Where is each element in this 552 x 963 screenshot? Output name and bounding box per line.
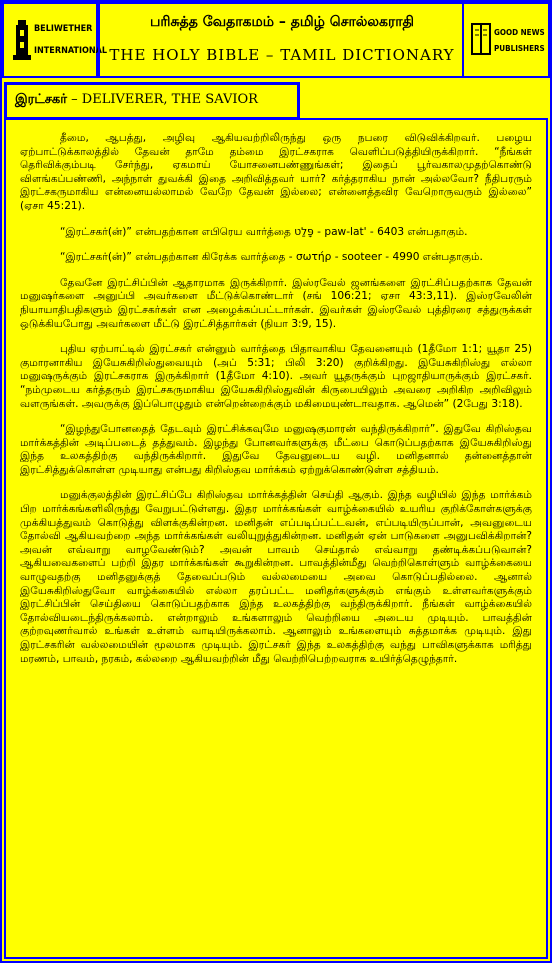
paragraph: தேவனே இரட்சிப்பின் ஆதாரமாக இருக்கிறார். இஸ்ரவேல் ஜனங்களை இரட்சிப்பதற்காக தேவன் மனுஷர்களை அனுப்பி அவர்களை மீட்டுக்கொண்டார் (சங் 106:21; ஏசா 43:3,11). இஸ்ரவேலின் நியாயாதிபதிகளும் இரட்சகர்கள் என அழைக்கப்பட்டார்கள். இவர்கள் இஸ்ரவேல் புத்திரரை சத்துருக்கள் ஒடுக்கியபோது அவர்களை மீட்டு இரட்சித்தார்கள் (நியா 3:9, 15). xyxy=(20,276,532,330)
topic-heading xyxy=(15,92,258,108)
logo-line-2: INTERNATIONAL xyxy=(34,46,108,56)
paragraph: “இரட்சகர்(ன்)” என்பதற்கான கிரேக்க வார்த்தை - σωτήρ - sooteer - 4990 என்பதாகும். xyxy=(60,251,483,264)
paragraph: “இழந்துபோனதைத் தேடவும் இரட்சிக்கவுமே மனுஷகுமாரன் வந்திருக்கிறார்”. இதுவே கிறிஸ்தவ மார்க்கத்தின் அடிப்படைத் தத்துவம். இழந்து போனவர்களுக்கு மீட்பை கொடுப்பதற்காக இயேசுகிறிஸ்து இந்த உலகத்திற்கு வந்திருக்கிறார். இதுவே தேவனுடைய வழி. மனிதனால் தன்னைத்தான் இரட்சித்துக்கொள்ள முடியாது என்பது கிறிஸ்தவ மார்க்கம் ஏற்றுக்கொண்டுள்ள சத்தியம். xyxy=(20,423,532,476)
tower-icon xyxy=(12,20,32,60)
paragraph: தீமை, ஆபத்து, அழிவு ஆகியவற்றிலிருந்து ஒரு நபரை விடுவிக்கிறவர். பழைய ஏற்பாட்டுக்காலத்தில் தேவன் தாமே தம்மை இரட்சகராக வெளிப்படுத்தியிருக்கிறார். “நீங்கள் தெரிவிக்கும்படி சேர்ந்து, ஏகமாய் யோசனைபண்ணுங்கள்; இதைப் பூர்வகாலமுதற்கொண்டு விளங்கப்பண்ணி, அந்நாள் துவக்கி இதை அறிவித்தவர் யார்? கர்த்தராகிய நான் அல்லவோ? நீதிபரரும் இரட்சகருமாகிய என்னையல்லாமல் வேறே தேவன் இல்லை; என்னைத்தவிர வேறொருவரும் இல்லை” (ஏசா 45:21). xyxy=(20,132,532,212)
title-english: THE HOLY BIBLE – TAMIL DICTIONARY xyxy=(109,46,455,64)
paragraph: “இரட்சகர்(ன்)” என்பதற்கான எபிரெய வார்த்தை פָּלַט - paw-lat' - 6403 என்பதாகும். xyxy=(60,225,468,238)
logo-line-1: GOOD NEWS xyxy=(494,28,545,37)
topic-tamil: இரட்சகர் xyxy=(15,92,68,107)
paragraph: புதிய ஏற்பாட்டில் இரட்சகர் என்னும் வார்த்தை பிதாவாகிய தேவனையும் (1தீமோ 1:1; யூதா 25) குமாரனாகிய இயேசுகிறிஸ்துவையும் (அப் 5:31; பிலி 3:20) குறிக்கிறது. இயேசுகிறிஸ்து எல்லா மனுஷருக்கும் இரட்சகராக இருக்கிறார் (1தீமோ 4:10). அவர் யூதருக்கும் புறஜாதியாருக்கும் இரட்சகர். “நம்முடைய கர்த்தரும் இரட்சகருமாகிய இயேசுகிறிஸ்துவின் கிருபையிலும் அவரை அறிகிற அறிவிலும் வளருங்கள். அவருக்கு இப்பொழுதும் என்றென்றைக்கும் மகிமையுண்டாவதாக. ஆமென்” (2பேது 3:18). xyxy=(20,343,532,410)
title-box xyxy=(98,2,466,78)
paragraph: மனுக்குலத்தின் இரட்சிப்பே கிறிஸ்தவ மார்க்கத்தின் செய்தி ஆகும். இந்த வழியில் இந்த மார்க்கம் பிற மார்க்கங்களிலிருந்து வேறுபட்டுள்ளது. இதர மார்க்கங்கள் வாழ்க்கையில் உயரிய குறிக்கோள்களுக்கு முக்கியத்துவம் கொடுத்து விளக்குகின்றன. மனிதன் எப்படிப்பட்டவன், எப்படியிருப்பான், அவனுடைய தோல்வி ஆகியவற்றை அந்த மார்க்கங்கள் வலியுறுத்துகின்றன. மனிதன் ஏன் பாடுகளை அனுபவிக்கிறான்? அவன் எவ்வாறு வாழவேண்டும்? அவன் பாவம் செய்தால் எவ்வாறு தண்டிக்கப்படுவான்? ஆகியவைகளைப் பற்றி இதர மார்க்கங்கள் கூறுகின்றன. பாவத்தின்மீது வெற்றிகொள்ளும் வாழ்க்கையை வாழுவதற்கு மனிதனுக்குத் தேவைப்படும் வல்லமையை அவை கொடுப்பதில்லை. ஆனால் இயேசுகிறிஸ்துவோ வாழ்க்கையில் எல்லா தரப்பட்ட மனிதர்களுக்கும் எங்கும் உள்ளவர்களுக்கும் இரட்சிப்பின் செய்தியை கொடுப்பதற்காக இந்த உலகத்திற்கு வந்திருக்கிறார். நீங்கள் வாழ்க்கையில் தோல்வியடைந்திருக்கலாம். என்றாலும் உங்களாலும் வெற்றியை அடைய முடியும். பாவத்தின் குற்றவுணர்வால் உங்கள் உள்ளம் வாடியிருக்கலாம். ஆனாலும் உங்களையும் சுத்தமாக்க முடியும். இது இரட்சகரின் வல்லமையின் மூலமாக முடியும். இரட்சகர் இந்த உலகத்திற்கு வந்து பாவிகளுக்காக மரித்து மரணம், பாவம், நரகம், கல்லறை ஆகியவற்றின் மீது வெற்றிபெற்றவராக உயிர்த்தெழுந்தார். xyxy=(20,489,532,665)
good-news-logo xyxy=(462,2,550,78)
logo-line-1: BELIWETHER xyxy=(34,24,93,34)
article-body xyxy=(4,118,548,959)
topic-english: – DELIVERER, THE SAVIOR xyxy=(71,92,258,107)
logo-line-2: PUBLISHERS xyxy=(494,44,545,53)
book-icon xyxy=(470,22,492,56)
article-content xyxy=(20,132,532,678)
title-tamil: பரிசுத்த வேதாகமம் – தமிழ் சொல்லகராதி xyxy=(150,14,414,30)
header xyxy=(2,2,550,78)
topic-box xyxy=(4,82,300,120)
bellwether-logo xyxy=(2,2,108,78)
